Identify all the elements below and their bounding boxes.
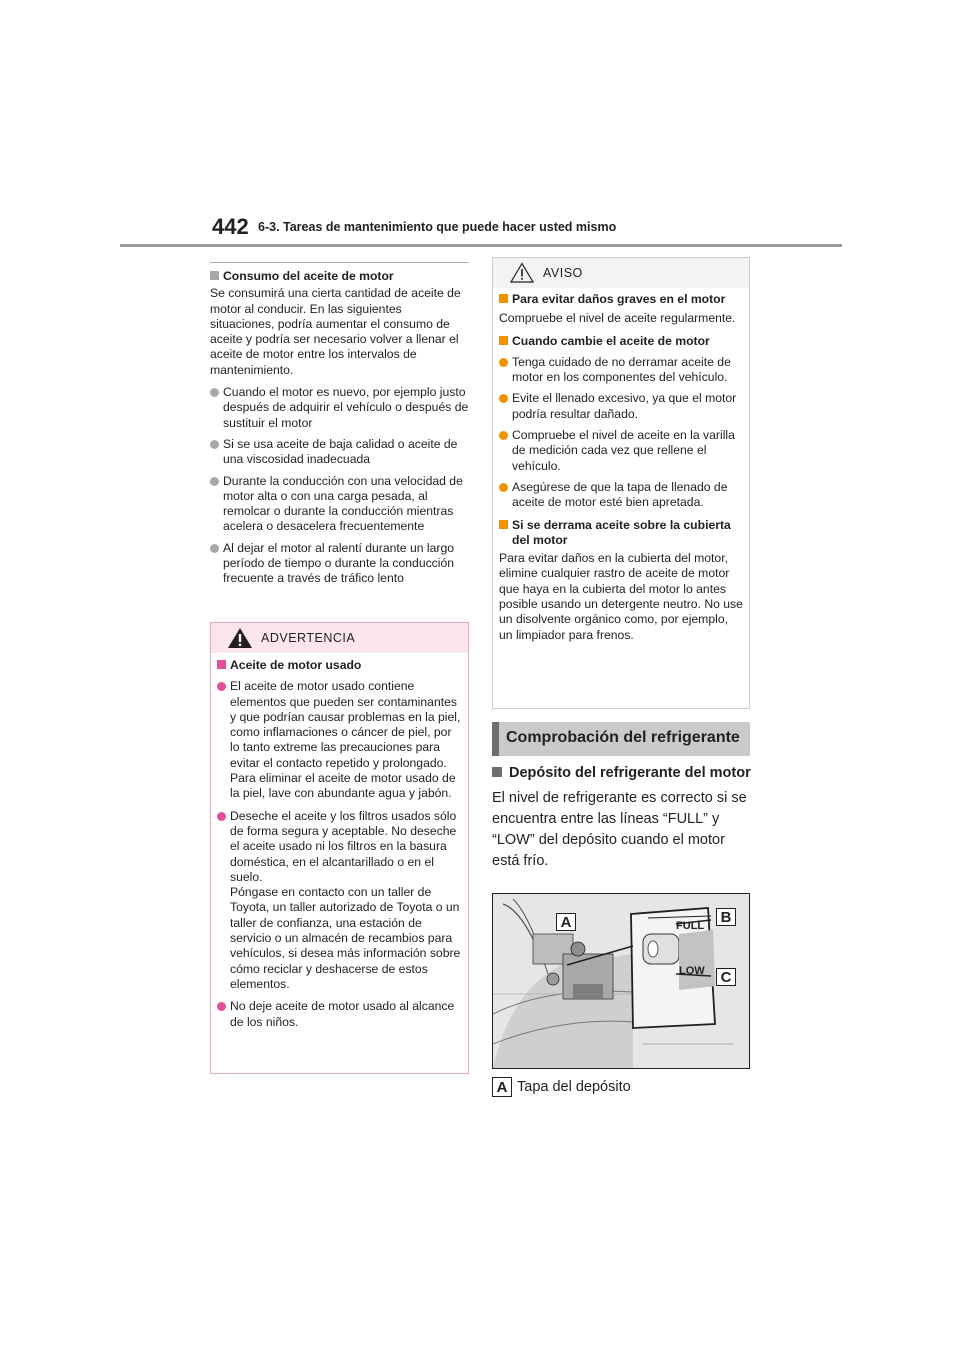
oil-consumption-section (210, 262, 469, 587)
notice-section-title: Cuando cambie el aceite de motor (499, 334, 743, 349)
list-item: Deseche el aceite y los filtros usados sólo de forma segura y aceptable. No deseche el aceite usado ni los filtros en la basura doméstica, en el alcantarillado o en el suelo. Póngase en contacto con un taller de Toyota, un taller autorizado de Toyota o un taller de confianza, una estación de servicio o un almacén de recambios para vehículos, si desea más información sobre cómo reciclar y deshacerse de estos elementos. (217, 809, 461, 993)
figure-caption (492, 1077, 631, 1097)
list-item: Al dejar el motor al ralentí durante un largo período de tiempo o durante la conducción frecuente a través de tráfico lento (210, 541, 469, 587)
notice-label: AVISO (543, 266, 583, 280)
bullet-icon (217, 682, 226, 691)
notice-header (493, 258, 749, 288)
banner-accent-bar (492, 722, 499, 756)
callout-b: B (716, 908, 736, 926)
bullet-icon (499, 394, 508, 403)
square-marker-icon (499, 520, 508, 529)
full-line-label: FULL (676, 920, 705, 932)
bullet-icon (499, 431, 508, 440)
list-item: Cuando el motor es nuevo, por ejemplo justo después de adquirir el vehículo o después de sustituir el motor (210, 385, 469, 431)
section-header: 6-3. Tareas de mantenimiento que puede hacer usted mismo (258, 220, 617, 234)
notice-text: Compruebe el nivel de aceite regularmente. (499, 311, 736, 326)
notice-text: Para evitar daños en la cubierta del motor, elimine cualquier rastro de aceite de motor que haya en la cubierta del motor lo antes posible usando un detergente neutro. No use un disolvente orgánico como, por ejemplo, un limpiador para frenos. (499, 551, 743, 642)
notice-content (499, 292, 743, 643)
list-item: Compruebe el nivel de aceite en la varilla de medición cada vez que rellene el vehículo. (499, 428, 743, 474)
section-rule (210, 262, 469, 263)
list-item: Evite el llenado excesivo, ya que el motor podría resultar dañado. (499, 391, 743, 422)
bullet-icon (210, 544, 219, 553)
notice-section-title: Para evitar daños graves en el motor (499, 292, 743, 307)
bullet-icon (210, 477, 219, 486)
coolant-subtitle: Depósito del refrigerante del motor (492, 763, 754, 784)
list-item: Durante la conducción con una velocidad de motor alta o con una carga pesada, al remolcar o durante la conducción mientras acelera o desacelera frecuentemente (210, 474, 469, 535)
header-rule (120, 244, 842, 247)
callout-c: C (716, 968, 736, 986)
engine-bay-illustration (493, 894, 749, 1068)
bullet-icon (217, 1002, 226, 1011)
coolant-banner (492, 722, 750, 756)
callout-a: A (556, 913, 576, 931)
list-item: Asegúrese de que la tapa de llenado de aceite de motor esté bien apretada. (499, 480, 743, 511)
square-marker-icon (210, 271, 219, 280)
bullet-icon (210, 388, 219, 397)
caution-triangle-icon (510, 262, 534, 283)
coolant-text: El nivel de refrigerante es correcto si se encuentra entre las líneas “FULL” y “LOW” del depósito cuando el motor está frío. (492, 790, 747, 869)
warning-title: Aceite de motor usado (217, 658, 461, 673)
warning-header (211, 623, 468, 653)
bullet-icon (217, 812, 226, 821)
bullet-icon (499, 483, 508, 492)
coolant-banner-title: Comprobación del refrigerante (506, 729, 740, 746)
list-item: No deje aceite de motor usado al alcance de los niños. (217, 999, 461, 1030)
bullet-icon (210, 440, 219, 449)
square-marker-icon (217, 660, 226, 669)
square-marker-icon (499, 336, 508, 345)
notice-box (492, 257, 750, 709)
square-marker-icon (492, 767, 502, 777)
list-item: Tenga cuidado de no derramar aceite de motor en los componentes del vehículo. (499, 355, 743, 386)
warning-box (210, 622, 469, 1074)
list-item: El aceite de motor usado contiene elementos que pueden ser contaminantes y que podrían causar problemas en la piel, como inflamaciones o cáncer de piel, por lo tanto extreme las precauciones para evitar el contacto repetido y prolongado. Para eliminar el aceite de motor usado de la piel, lave con abundante agua y jabón. (217, 679, 461, 801)
caption-text: Tapa del depósito (517, 1078, 631, 1095)
warning-content (217, 658, 461, 1030)
low-line-label: LOW (679, 965, 705, 977)
page-number: 442 (212, 214, 249, 239)
list-item: Si se usa aceite de baja calidad o aceite de una viscosidad inadecuada (210, 437, 469, 468)
square-marker-icon (499, 294, 508, 303)
warning-triangle-icon (227, 627, 253, 649)
caption-callout-a: A (492, 1077, 512, 1097)
oil-consumption-title: Consumo del aceite de motor (210, 269, 469, 284)
notice-section-title: Si se derrama aceite sobre la cubierta del motor (499, 518, 743, 549)
coolant-section (492, 763, 754, 872)
bullet-icon (499, 358, 508, 367)
warning-label: ADVERTENCIA (261, 631, 356, 645)
coolant-reservoir-figure (492, 893, 750, 1069)
oil-consumption-intro: Se consumirá una cierta cantidad de aceite de motor al conducir. En las siguientes situaciones, podría aumentar el consumo de aceite y podría ser necesario volver a llenar el aceite de motor entre los intervalos de mantenimiento. (210, 286, 461, 377)
